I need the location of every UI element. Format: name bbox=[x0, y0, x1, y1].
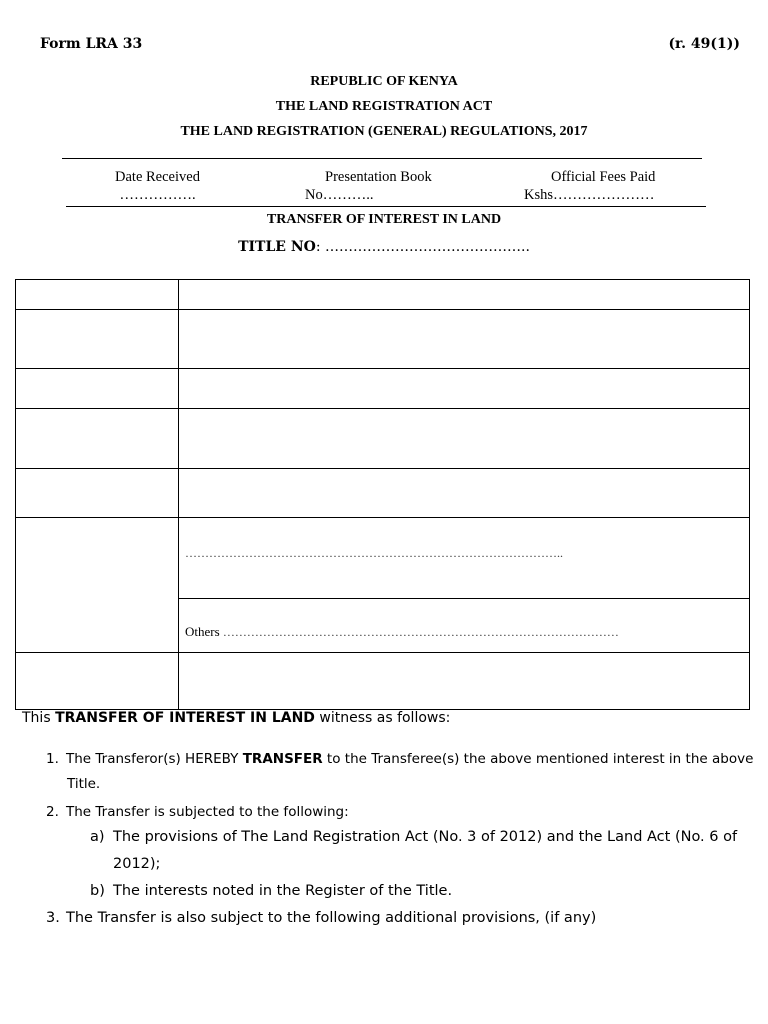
list-number: 3. bbox=[46, 910, 60, 926]
witness-prefix: This bbox=[22, 710, 56, 726]
item2a-line1: The provisions of The Land Registration Act (No. 3 of 2012) and the Land Act (No. 6 of bbox=[113, 829, 738, 845]
table-label-cell bbox=[16, 653, 179, 710]
table-label-cell bbox=[16, 469, 179, 518]
list-number: 2. bbox=[46, 804, 59, 820]
table-field-cell[interactable] bbox=[179, 310, 750, 369]
table-row bbox=[16, 280, 750, 310]
others-field-cell[interactable] bbox=[179, 599, 750, 653]
header-line-republic: REPUBLIC OF KENYA bbox=[310, 74, 458, 89]
table-label-cell bbox=[16, 310, 179, 369]
table-field-cell[interactable] bbox=[179, 369, 750, 409]
table-field-cell[interactable] bbox=[179, 409, 750, 469]
table-field-cell[interactable] bbox=[179, 469, 750, 518]
table-row bbox=[16, 310, 750, 369]
presentation-book-block bbox=[305, 168, 475, 204]
item2a-continuation: 2012); bbox=[113, 856, 161, 872]
witness-bold: TRANSFER OF INTEREST IN LAND bbox=[55, 710, 315, 726]
official-fees-label: Official Fees Paid bbox=[551, 169, 656, 185]
list-item-1 bbox=[46, 747, 758, 772]
list-item-2a bbox=[90, 825, 755, 850]
header-line-regulations: THE LAND REGISTRATION (GENERAL) REGULATIONS, 2017 bbox=[180, 124, 588, 139]
item2b-text: The interests noted in the Register of the Title. bbox=[113, 883, 453, 899]
item3-text: The Transfer is also subject to the following additional provisions, (if any) bbox=[66, 910, 597, 926]
item1-bold: TRANSFER bbox=[242, 751, 323, 767]
divider-bottom bbox=[66, 206, 706, 207]
table-label-cell bbox=[16, 280, 179, 310]
others-dots: ……………………………………………………………………………………… bbox=[222, 625, 619, 639]
list-item-2b bbox=[90, 879, 452, 904]
list-item-3 bbox=[46, 906, 596, 931]
table-row bbox=[16, 653, 750, 710]
title-no-field[interactable]: : …………………………………….. bbox=[315, 239, 530, 255]
others-line bbox=[179, 599, 749, 640]
table-field-cell[interactable] bbox=[179, 653, 750, 710]
official-fees-block bbox=[524, 168, 699, 204]
date-received-dots: ……………. bbox=[119, 187, 196, 203]
list-item-2 bbox=[46, 800, 349, 825]
table-field-cell[interactable] bbox=[179, 518, 750, 599]
transfer-details-table bbox=[15, 279, 750, 710]
table-field-cell[interactable] bbox=[179, 280, 750, 310]
official-fees-kshs: Kshs………………… bbox=[524, 187, 655, 203]
divider-top bbox=[62, 158, 702, 159]
item1-continuation: Title. bbox=[67, 776, 101, 792]
table-label-cell bbox=[16, 518, 179, 653]
table-label-cell bbox=[16, 369, 179, 409]
witness-suffix: witness as follows: bbox=[314, 710, 451, 726]
list-number: 1. bbox=[46, 751, 59, 767]
date-received-label: Date Received bbox=[115, 169, 200, 185]
dotted-fill-line: ………………………………………………………………………………….. bbox=[185, 546, 563, 560]
item1-text-b: to the Transferee(s) the above mentioned interest in the above bbox=[322, 751, 754, 767]
table-label-cell bbox=[16, 409, 179, 469]
form-title: TRANSFER OF INTEREST IN LAND bbox=[266, 212, 502, 227]
witness-line bbox=[22, 710, 450, 726]
rule-reference: (r. 49(1)) bbox=[668, 36, 740, 52]
date-received-block bbox=[90, 168, 225, 204]
table-row bbox=[16, 518, 750, 599]
form-id: Form LRA 33 bbox=[40, 36, 143, 52]
header-line-act: THE LAND REGISTRATION ACT bbox=[275, 99, 493, 114]
presentation-book-label: Presentation Book bbox=[325, 169, 432, 185]
item1-text-a: The Transferor(s) HEREBY bbox=[66, 751, 243, 767]
sub-label: a) bbox=[90, 829, 105, 845]
title-no-line bbox=[0, 239, 768, 255]
sub-label: b) bbox=[90, 883, 105, 899]
table-row bbox=[16, 469, 750, 518]
table-row bbox=[16, 369, 750, 409]
presentation-book-no: No……….. bbox=[305, 187, 374, 203]
table-row bbox=[16, 409, 750, 469]
item2-text: The Transfer is subjected to the following: bbox=[66, 804, 349, 820]
title-no-label: TITLE NO bbox=[238, 239, 316, 255]
others-label: Others bbox=[185, 624, 220, 639]
